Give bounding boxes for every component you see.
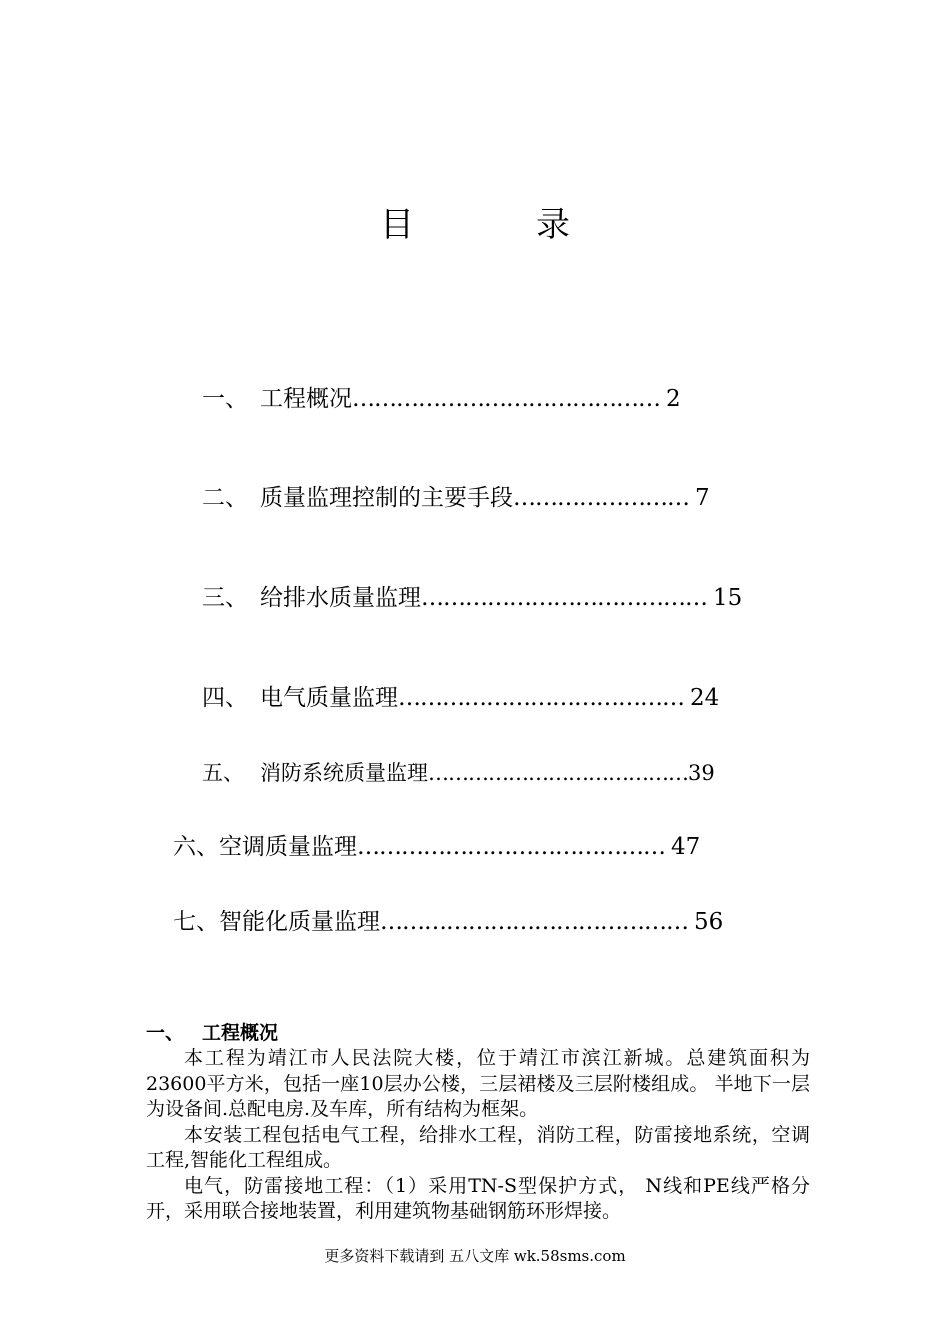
toc-number: 六、 (173, 834, 219, 860)
section-number: 一、 (146, 1022, 185, 1044)
toc-number: 七、 (173, 909, 219, 935)
section-title: 工程概况 (202, 1022, 279, 1044)
toc-entry-4 (202, 683, 719, 713)
toc-page: 15 (713, 585, 743, 611)
page-footer: 更多资料下载请到 五八文库 wk.58sms.com (324, 1247, 626, 1265)
paragraph: 电气，防雷接地工程：（1）采用TN-S型保护方式， N线和PE线严格分开，采用联合接地装置，利用建筑物基础钢筋环形焊接。 (146, 1174, 810, 1222)
toc-label: 工程概况 (260, 386, 352, 412)
toc-number: 四、 (202, 685, 248, 711)
toc-entry-5 (202, 758, 715, 788)
toc-entry-1 (202, 384, 681, 414)
toc-entry-7 (173, 907, 723, 937)
toc-number: 一、 (202, 386, 248, 412)
toc-label: 电气质量监理 (260, 685, 398, 711)
toc-number: 五、 (202, 761, 244, 785)
toc-label: 给排水质量监理 (260, 585, 421, 611)
toc-dots: …………………… (513, 485, 689, 511)
toc-dots: ………………………………… (398, 685, 684, 711)
toc-page: 24 (690, 685, 720, 711)
toc-dots: …………………………………… (357, 834, 665, 860)
toc-number: 二、 (202, 485, 248, 511)
toc-page: 7 (695, 485, 710, 511)
paragraph: 本工程为靖江市人民法院大楼，位于靖江市滨江新城。总建筑面积为23600平方米，包括一座10层办公楼，三层裙楼及三层附楼组成。 半地下一层为设备间.总配电房.及车库，所有结构为框架。 (146, 1047, 810, 1120)
toc-entry-2 (202, 483, 710, 513)
section-body (146, 1046, 810, 1225)
page-title: 目 录 (380, 205, 614, 245)
toc-page: 39 (688, 761, 715, 785)
toc-entry-6 (173, 832, 700, 862)
toc-dots: ………………………………… (428, 761, 688, 785)
toc-page: 2 (666, 386, 681, 412)
paragraph: 本安装工程包括电气工程，给排水工程，消防工程，防雷接地系统，空调工程,智能化工程组成。 (146, 1123, 810, 1171)
toc-dots: ………………………………… (421, 585, 707, 611)
section-heading (146, 1020, 278, 1046)
toc-label: 智能化质量监理 (219, 909, 380, 935)
toc-label: 空调质量监理 (219, 834, 357, 860)
toc-page: 47 (671, 834, 701, 860)
toc-dots: …………………………………… (380, 909, 688, 935)
toc-number: 三、 (202, 585, 248, 611)
toc-label: 质量监理控制的主要手段 (260, 485, 513, 511)
toc-dots: …………………………………… (352, 386, 660, 412)
toc-entry-3 (202, 583, 742, 613)
toc-page: 56 (694, 909, 724, 935)
toc-label: 消防系统质量监理 (260, 761, 428, 785)
